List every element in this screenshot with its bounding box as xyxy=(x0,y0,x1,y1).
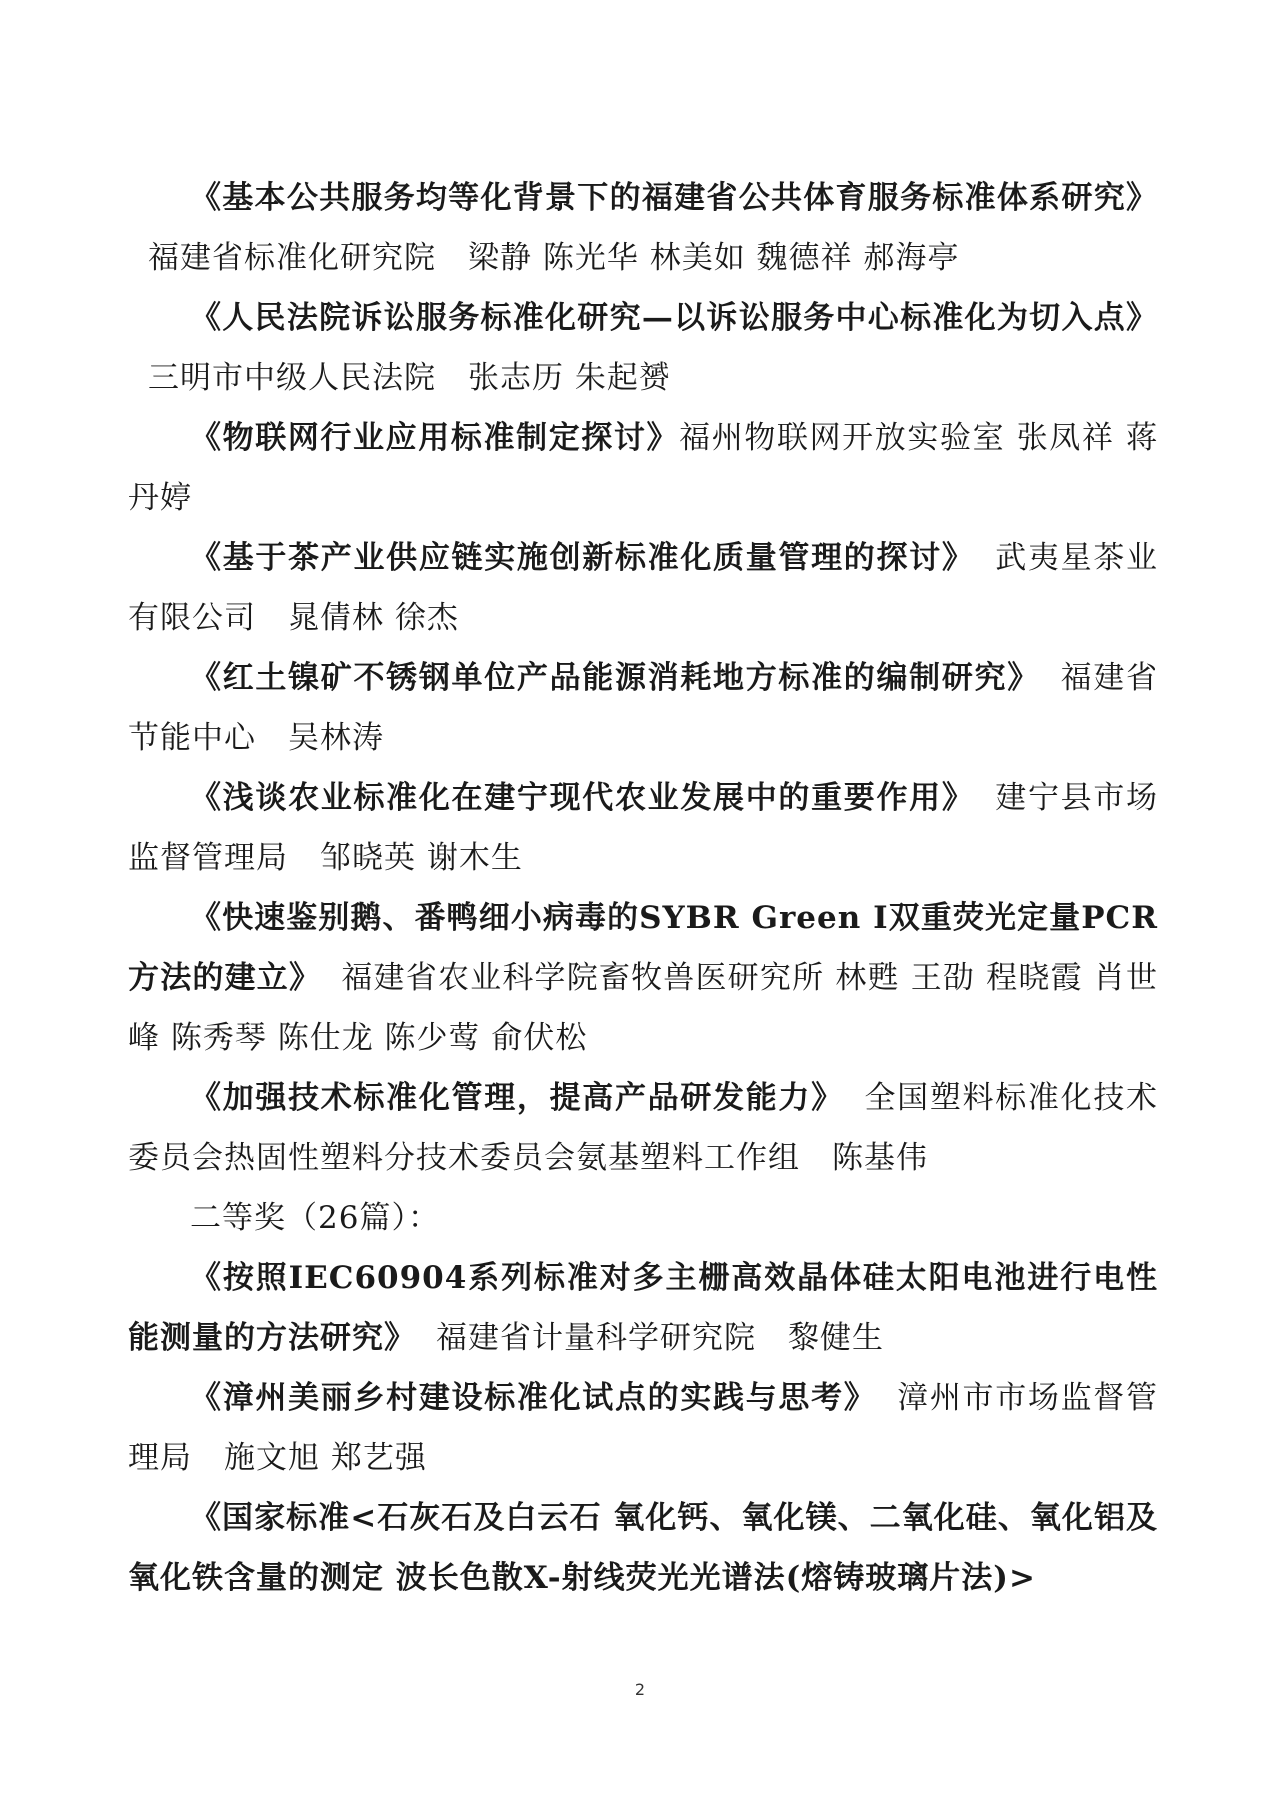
award-entry xyxy=(128,288,1158,408)
page-number: 2 xyxy=(634,1680,646,1699)
award-entry xyxy=(128,1368,1158,1488)
paper-title: 《加强技术标准化管理，提高产品研发能力》 xyxy=(190,1080,844,1116)
award-entry xyxy=(128,648,1158,768)
paper-title: 《漳州美丽乡村建设标准化试点的实践与思考》 xyxy=(190,1380,877,1416)
award-entry xyxy=(128,528,1158,648)
award-entry xyxy=(128,1068,1158,1188)
paper-authors: 福州物联网开放实验室 张凤祥 蒋丹婷 xyxy=(128,420,1158,516)
paper-authors: 福建省标准化研究院 梁静 陈光华 林美如 魏德祥 郝海亭 xyxy=(148,240,960,276)
award-entry xyxy=(128,888,1158,1068)
paper-title: 《按照IEC60904系列标准对多主栅高效晶体硅太阳电池进行电性能测量的方法研究》 xyxy=(128,1260,1158,1356)
paper-authors: 全国塑料标准化技术委员会热固性塑料分技术委员会氨基塑料工作组 陈基伟 xyxy=(128,1080,1159,1176)
paper-authors: 建宁县市场监督管理局 邹晓英 谢木生 xyxy=(128,780,1159,876)
award-entry xyxy=(128,1248,1158,1368)
paper-title: 《基于茶产业供应链实施创新标准化质量管理的探讨》 xyxy=(190,540,975,576)
paper-authors: 福建省节能中心 吴林涛 xyxy=(128,660,1159,756)
section-heading-second-prize: 二等奖（26篇）： xyxy=(190,1200,440,1236)
paper-title: 《国家标准<石灰石及白云石 氧化钙、氧化镁、二氧化硅、氧化铝及氧化铁含量的测定 波长色散X-射线荧光光谱法(熔铸玻璃片法)> xyxy=(128,1500,1158,1596)
paper-authors: 福建省农业科学院畜牧兽医研究所 林甦 王劭 程晓霞 肖世峰 陈秀琴 陈仕龙 陈少莺 俞伏松 xyxy=(128,960,1159,1056)
paper-authors: 漳州市市场监督管理局 施文旭 郑艺强 xyxy=(128,1380,1159,1476)
paper-authors: 三明市中级人民法院 张志历 朱起赟 xyxy=(148,360,671,396)
document-body xyxy=(128,168,1158,1608)
paper-title: 《人民法院诉讼服务标准化研究—以诉讼服务中心标准化为切入点》 xyxy=(190,300,1158,336)
paper-title: 《物联网行业应用标准制定探讨》 xyxy=(190,420,680,456)
paper-authors: 武夷星茶业有限公司 晁倩林 徐杰 xyxy=(128,540,1159,636)
paper-title: 《快速鉴别鹅、番鸭细小病毒的SYBR Green I双重荧光定量PCR方法的建立》 xyxy=(128,900,1158,996)
paper-authors: 福建省计量科学研究院 黎健生 xyxy=(436,1320,884,1356)
award-entry xyxy=(128,768,1158,888)
paper-title: 《红土镍矿不锈钢单位产品能源消耗地方标准的编制研究》 xyxy=(190,660,1040,696)
paper-title: 《浅谈农业标准化在建宁现代农业发展中的重要作用》 xyxy=(190,780,975,816)
award-entry xyxy=(128,1488,1158,1608)
award-entry xyxy=(128,408,1158,528)
award-entry xyxy=(128,168,1158,288)
paper-title: 《基本公共服务均等化背景下的福建省公共体育服务标准体系研究》 xyxy=(190,180,1158,216)
